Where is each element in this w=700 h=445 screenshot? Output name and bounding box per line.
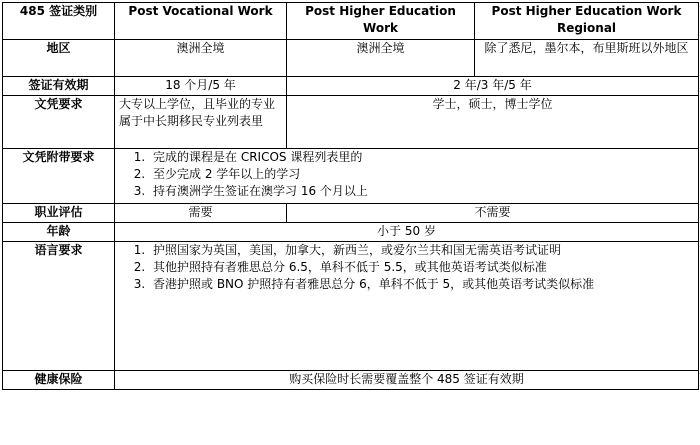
list-item: 3. 持有澳洲学生签证在澳学习 16 个月以上 xyxy=(149,183,694,200)
age-label: 年龄 xyxy=(3,223,115,242)
education-extra-cell xyxy=(115,149,699,204)
validity-row xyxy=(3,77,699,96)
insurance-label: 健康保险 xyxy=(3,371,115,390)
skills-col23: 不需要 xyxy=(287,204,699,223)
region-label: 地区 xyxy=(3,40,115,77)
list-item: 2. 至少完成 2 学年以上的学习 xyxy=(149,166,694,183)
age-row xyxy=(3,223,699,242)
education-extra-list xyxy=(119,149,694,200)
education-extra-row xyxy=(3,149,699,204)
language-label: 语言要求 xyxy=(3,242,115,371)
region-col2: 澳洲全境 xyxy=(287,40,475,77)
education-label: 文凭要求 xyxy=(3,96,115,149)
education-col1: 大专以上学位，且毕业的专业属于中长期移民专业列表里 xyxy=(115,96,287,149)
skills-label: 职业评估 xyxy=(3,204,115,223)
validity-label: 签证有效期 xyxy=(3,77,115,96)
validity-col23: 2 年/3 年/5 年 xyxy=(287,77,699,96)
skills-assessment-row xyxy=(3,204,699,223)
visa-comparison-table-wrapper xyxy=(2,2,699,390)
language-list xyxy=(119,242,694,293)
list-item: 1. 护照国家为英国，美国，加拿大，新西兰，或爱尔兰共和国无需英语考试证明 xyxy=(149,242,694,259)
list-item: 2. 其他护照持有者雅思总分 6.5，单科不低于 5.5，或其他英语考试类似标准 xyxy=(149,259,694,276)
list-item: 1. 完成的课程是在 CRICOS 课程列表里的 xyxy=(149,149,694,166)
visa-comparison-table xyxy=(2,2,699,390)
skills-col1: 需要 xyxy=(115,204,287,223)
validity-col1: 18 个月/5 年 xyxy=(115,77,287,96)
region-col3: 除了悉尼，墨尔本，布里斯班以外地区 xyxy=(475,40,699,77)
language-row xyxy=(3,242,699,371)
region-row xyxy=(3,40,699,77)
list-item: 3. 香港护照或 BNO 护照持有者雅思总分 6，单科不低于 5，或其他英语考试类似标准 xyxy=(149,276,694,293)
header-post-vocational-work: Post Vocational Work xyxy=(115,3,287,40)
language-cell xyxy=(115,242,699,371)
header-row xyxy=(3,3,699,40)
region-col1: 澳洲全境 xyxy=(115,40,287,77)
insurance-value: 购买保险时长需要覆盖整个 485 签证有效期 xyxy=(115,371,699,390)
header-corner: 485 签证类别 xyxy=(3,3,115,40)
header-post-higher-education-work: Post Higher Education Work xyxy=(287,3,475,40)
insurance-row xyxy=(3,371,699,390)
age-value: 小于 50 岁 xyxy=(115,223,699,242)
header-post-higher-education-work-regional: Post Higher Education Work Regional xyxy=(475,3,699,40)
education-extra-label: 文凭附带要求 xyxy=(3,149,115,204)
education-row xyxy=(3,96,699,149)
education-col23: 学士，硕士，博士学位 xyxy=(287,96,699,149)
